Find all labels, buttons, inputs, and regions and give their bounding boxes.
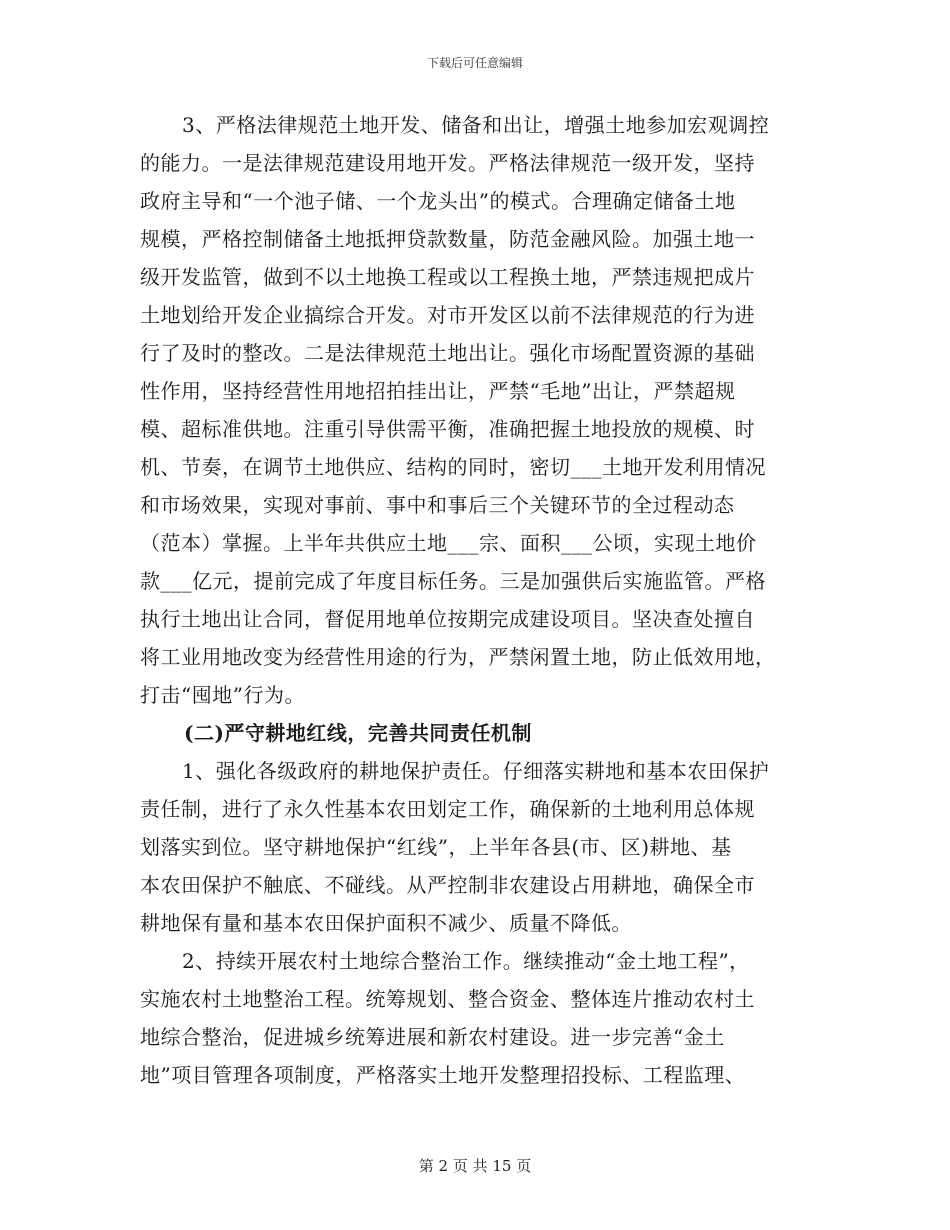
paragraph-line: 打击“囤地”行为。: [140, 683, 305, 707]
paragraph-line: 2、持续开展农村土地综合整治工作。继续推动“金土地工程”，: [182, 949, 750, 973]
paragraph-line: 性作用，坚持经营性用地招拍挂出让，严禁“毛地”出让，严禁超规: [140, 379, 736, 403]
paragraph-line: 级开发监管，做到不以土地换工程或以工程换土地，严禁违规把成片: [140, 265, 755, 289]
paragraph-line: 责任制，进行了永久性基本农田划定工作，确保新的土地利用总体规: [140, 797, 755, 821]
paragraph-line: 将工业用地改变为经营性用途的行为，严禁闲置土地，防止低效用地，: [140, 645, 776, 669]
paragraph-line: 实施农村土地整治工程。统筹规划、整合资金、整体连片推动农村土: [140, 987, 755, 1011]
document-body: [140, 106, 812, 1094]
paragraph-line: 政府主导和“一个池子储、一个龙头出”的模式。合理确定储备土地: [140, 189, 736, 213]
paragraph-line: 和市场效果，实现对事前、事中和事后三个关键环节的全过程动态: [140, 493, 735, 517]
paragraph-line: 地”项目管理各项制度，严格落实土地开发整理招投标、工程监理、: [140, 1063, 746, 1087]
section-heading: (二)严守耕地红线，完善共同责任机制: [184, 721, 532, 745]
paragraph-line: 本农田保护不触底、不碰线。从严控制非农建设占用耕地，确保全市: [140, 873, 755, 897]
paragraph-line: 款___亿元，提前完成了年度目标任务。三是加强供后实施监管。严格: [140, 569, 766, 593]
page-number: 第 2 页 共 15 页: [418, 1157, 532, 1175]
page-footer: [0, 1155, 950, 1176]
paragraph-line: 划落实到位。坚守耕地保护“红线”，上半年各县(市、区)耕地、基: [140, 835, 732, 859]
header-note: 下载后可任意编辑: [426, 56, 523, 70]
paragraph-line: 规模，严格控制储备土地抵押贷款数量，防范金融风险。加强土地一: [140, 227, 755, 251]
paragraph-line: 模、超标准供地。注重引导供需平衡，准确把握土地投放的规模、时: [140, 417, 755, 441]
page-header: [0, 54, 950, 71]
paragraph-line: 土地划给开发企业搞综合开发。对市开发区以前不法律规范的行为进: [140, 303, 755, 327]
paragraph-line: 执行土地出让合同，督促用地单位按期完成建设项目。坚决查处擅自: [140, 607, 755, 631]
paragraph-line: 行了及时的整改。二是法律规范土地出让。强化市场配置资源的基础: [140, 341, 755, 365]
paragraph-line: 1、强化各级政府的耕地保护责任。仔细落实耕地和基本农田保护: [182, 759, 770, 783]
paragraph-line: 3、严格法律规范土地开发、储备和出让，增强土地参加宏观调控: [182, 113, 770, 137]
paragraph-line: 耕地保有量和基本农田保护面积不减少、质量不降低。: [140, 911, 632, 935]
paragraph-line: 地综合整治，促进城乡统筹进展和新农村建设。进一步完善“金土: [140, 1025, 725, 1049]
paragraph-line: 机、节奏，在调节土地供应、结构的同时，密切___土地开发利用情况: [140, 455, 766, 479]
paragraph-line: 的能力。一是法律规范建设用地开发。严格法律规范一级开发，坚持: [140, 151, 755, 175]
paragraph-line: （范本）掌握。上半年共供应土地___宗、面积___公顷，实现土地价: [140, 531, 757, 555]
